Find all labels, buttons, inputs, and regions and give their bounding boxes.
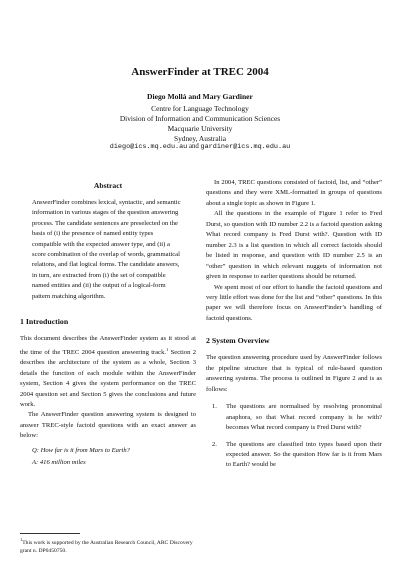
example-question: Q: How far is it from Mars to Earth?: [32, 446, 130, 454]
email-second: gardiner@ics.mq.edu.au: [200, 143, 291, 151]
footnote: $^1$This work is supported by the Australian Research Council, ARC Discovery grant n. DP0450750.: [20, 537, 193, 554]
footnote-rule: [20, 533, 80, 534]
email-first: diego@ics.mq.edu.au: [109, 143, 188, 151]
affiliation-city: Sydney, Australia: [173, 134, 227, 143]
section-2-paragraph-1: The question answering procedure used by AnswerFinder follows the pipeline structure that is typical of rule-based question answering systems. The process is outlined in Figure 2 and is as follows:: [206, 354, 382, 393]
right-column: [206, 178, 382, 471]
abstract-text: AnswerFinder combines lexical, syntactic, and semantic information in various stages of the question answering process. The candidate sentences are preselected on the basis of (i) the presence of named entity types compatible with the expected answer type, and (ii) a score combination of the overlap of words, grammatical relations, and flat logical forms. The candidate answers, in turn, are extracted from (i) the set of compatible named entities and (ii) the output of a logical-form pattern matching algorithm.: [32, 199, 181, 300]
pipeline-steps-list: [206, 402, 382, 471]
right-paragraph-2: All the questions in the example of Figure 1 refer to Fred Durst, so question with ID number 2.2 is a factoid question asking What record company is Fred Durst with?. Question with ID number 2.3 is a list question in which all correct factoids should be listed in response, and question with ID number 2.5 is an “other” question in which relevant nuggets of information not given in response to earlier questions should be returned.: [206, 210, 382, 281]
left-column: [20, 178, 196, 469]
affiliation-centre: Centre for Language Technology: [151, 104, 249, 113]
author-emails: [0, 143, 400, 151]
list-item: 1. The questions are normalised by resolving pronominal anaphora, so that What record company is he with? becomes What record company is Fred Durst with?: [212, 403, 382, 432]
section-2-heading: 2 System Overview: [206, 336, 270, 346]
affiliation-division: Division of Information and Communication Sciences: [119, 114, 281, 123]
section-1-heading: 1 Introduction: [20, 317, 69, 327]
paper-title: AnswerFinder at TREC 2004: [131, 66, 269, 78]
author-names: Diego Mollá and Mary Gardiner: [147, 92, 253, 101]
affiliation-university: Macquarie University: [167, 124, 233, 133]
abstract-heading: Abstract: [93, 181, 123, 190]
email-conjunction: and: [188, 143, 199, 150]
right-paragraph-1: In 2004, TREC questions consisted of factoid, list, and “other” questions and they were XML-formatted in groups of questions about a single topic as shown in Figure 1.: [206, 179, 382, 207]
right-paragraph-3: We spent most of our effort to handle the factoid questions and very little effort was done for the list and “other” questions. In this paper we will therefore focus on AnswerFinder’s handling of factoid questions.: [206, 283, 382, 322]
section-1-paragraph-1: This document describes the AnswerFinder system as it stood at the time of the TREC 2004 question answering track.$^1$ Section 2 describes the architecture of the system as a whole, Section 3 details the function of each module within the AnswerFinder system, Section 4 gives the system performance on the TREC 2004 question set and Section 5 gives the conclusions and future work.: [20, 335, 197, 408]
list-item: 2. The questions are classified into types based upon their expected answer. So the question How far is it from Mars to Earth? would be: [212, 440, 382, 469]
example-answer: A: 416 million miles: [32, 459, 86, 467]
section-1-paragraph-2: The AnswerFinder question answering system is designed to answer TREC-style factoid questions with an exact answer as below:: [20, 411, 196, 440]
